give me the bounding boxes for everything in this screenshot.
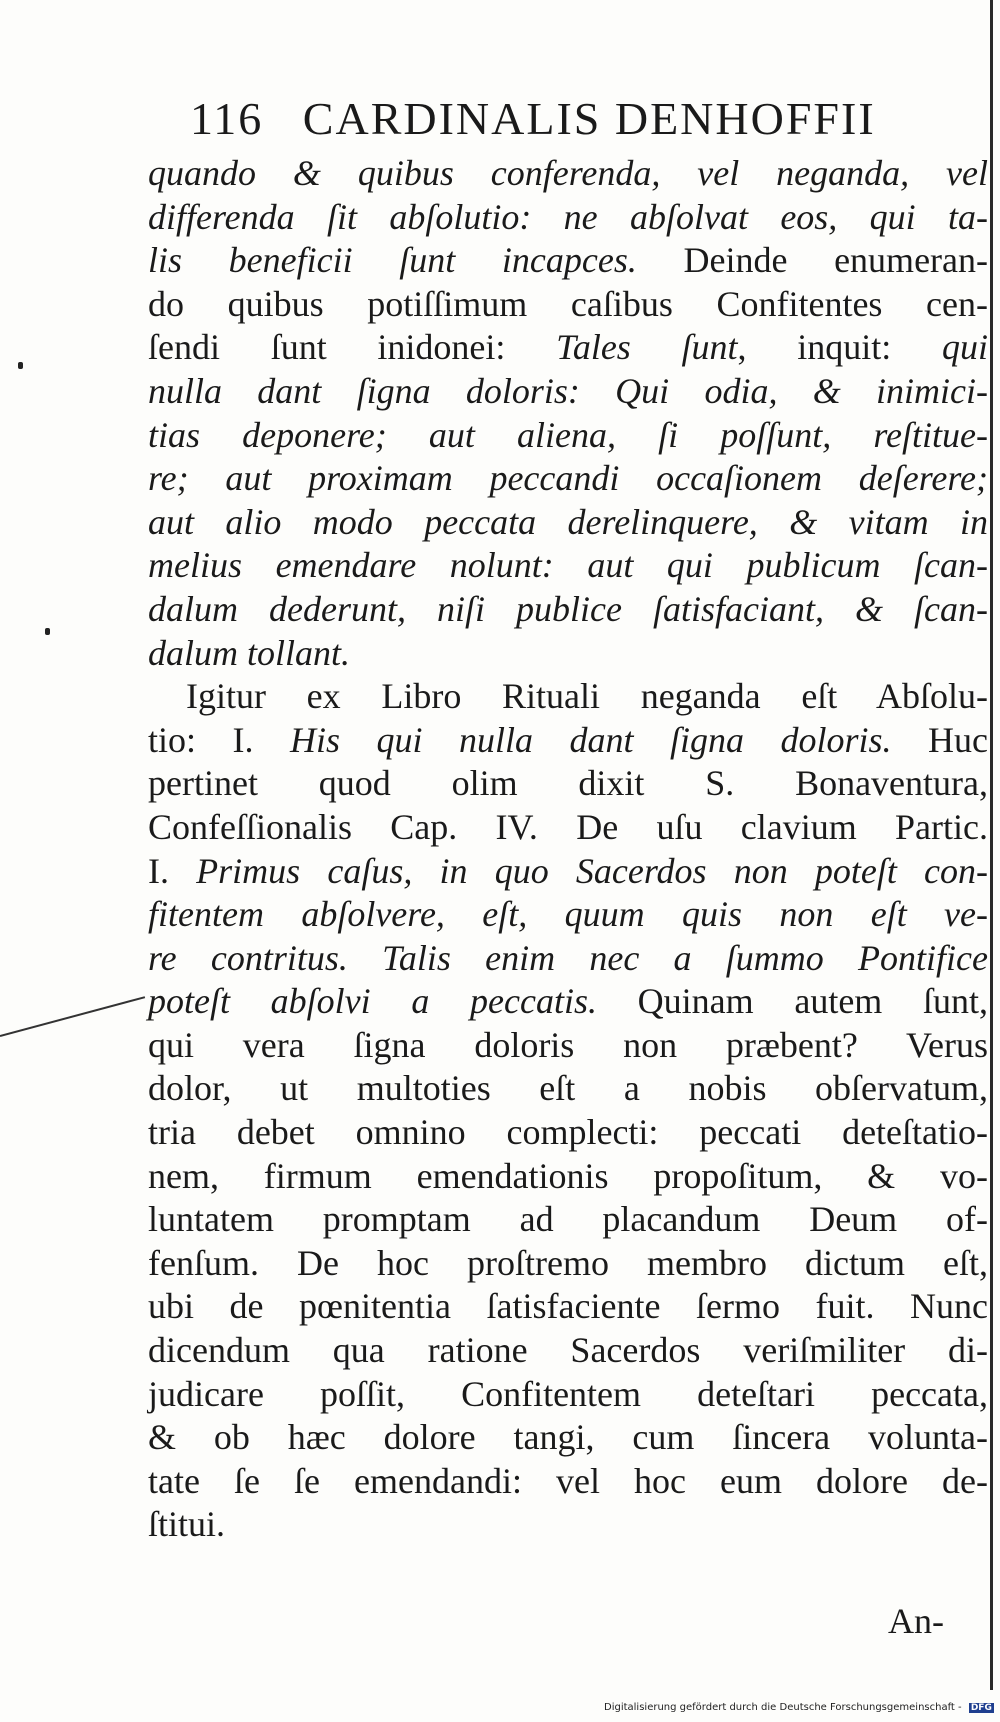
text-segment: Quinam autem ſunt,	[596, 981, 988, 1022]
text-line	[148, 719, 988, 763]
text-line: Igitur ex Libro Rituali neganda eſt Abſolu-	[186, 676, 988, 717]
text-line: nem, firmum emendationis propoſitum, & vo-	[148, 1155, 988, 1196]
catchword: An-	[888, 1601, 944, 1641]
text-line: dalum dederunt, niſi publice ſatisfaciant, & ſcan-	[148, 588, 988, 629]
text-line: tria debet omnino complecti: peccati deteſtatio-	[148, 1112, 988, 1153]
text-line: judicare poſſit, Confitentem deteſtari peccata,	[148, 1373, 988, 1414]
page-number: 116	[190, 93, 264, 144]
text-segment: Deinde enumeran-	[636, 240, 988, 281]
text-segment: Huc	[891, 719, 989, 760]
running-header	[190, 92, 910, 152]
text-line	[148, 326, 988, 370]
text-line: qui vera ſigna doloris non præbent? Verus	[148, 1024, 988, 1065]
text-line: do quibus potiſſimum caſibus Confitentes cen-	[148, 283, 988, 324]
text-line: dalum tollant.	[148, 632, 351, 673]
text-line: fitentem abſolvere, eſt, quum quis non eſt ve-	[148, 894, 988, 935]
text-line	[148, 850, 988, 894]
margin-ink-mark	[45, 628, 50, 635]
text-line: differenda ſit abſolutio: ne abſolvat eos, qui ta-	[148, 196, 988, 237]
page-edge	[990, 0, 993, 1690]
digitization-credit	[604, 1702, 994, 1713]
text-line: Confeſſionalis Cap. IV. De uſu clavium Partic.	[148, 806, 988, 847]
text-line: tias deponere; aut aliena, ſi poſſunt, reſtitue-	[148, 414, 988, 455]
text-segment: Primus caſus, in quo Sacerdos non poteſt con-	[196, 850, 988, 891]
text-segment: poteſt abſolvi a peccatis.	[148, 981, 597, 1022]
text-line: luntatem promptam ad placandum Deum of-	[148, 1199, 988, 1240]
text-line: ubi de pœnitentia ſatisfaciente ſermo fuit. Nunc	[148, 1286, 988, 1327]
text-line: pertinet quod olim dixit S. Bonaventura,	[148, 763, 988, 804]
dfg-logo: DFG	[970, 1703, 992, 1713]
text-line: nulla dant ſigna doloris: Qui odia, & inimici-	[148, 370, 988, 411]
text-segment: His qui nulla dant ſigna doloris.	[290, 719, 892, 760]
text-line	[148, 239, 988, 283]
text-segment: tio: I.	[148, 719, 290, 760]
text-segment: lis beneficii ſunt incapces.	[148, 240, 637, 281]
text-line	[148, 980, 988, 1024]
text-line: dolor, ut multoties eſt a nobis obſervatum,	[148, 1068, 988, 1109]
text-segment: I.	[148, 850, 197, 891]
credit-text: Digitalisierung gefördert durch die Deutsche Forschungsgemeinschaft -	[604, 1702, 962, 1713]
text-line: re contritus. Talis enim nec a ſummo Pontifice	[148, 937, 988, 978]
text-line: quando & quibus conferenda, vel neganda, vel	[148, 153, 988, 193]
body-text	[148, 152, 988, 1547]
text-line: dicendum qua ratione Sacerdos veriſmiliter di-	[148, 1330, 988, 1371]
text-line: & ob hæc dolore tangi, cum ſincera volunta-	[148, 1417, 988, 1458]
text-line: tate ſe ſe emendandi: vel hoc eum dolore de-	[148, 1460, 988, 1501]
text-line: melius emendare nolunt: aut qui publicum ſcan-	[148, 545, 988, 586]
text-line: fenſum. De hoc proſtremo membro dictum eſt,	[148, 1242, 988, 1283]
running-title: CARDINALIS DENHOFFII	[302, 93, 876, 144]
text-segment: Tales ſunt	[556, 327, 738, 368]
text-segment: qui	[941, 327, 988, 368]
text-line: ſtitui.	[148, 1504, 226, 1545]
text-segment: ſendi ſunt inidonei:	[148, 327, 557, 368]
text-line: re; aut proximam peccandi occaſionem deſerere;	[148, 458, 988, 499]
margin-scratch	[0, 996, 145, 1037]
text-line: aut alio modo peccata derelinquere, & vitam in	[148, 501, 988, 542]
margin-ink-mark	[18, 362, 23, 369]
text-segment: , inquit:	[737, 327, 942, 368]
